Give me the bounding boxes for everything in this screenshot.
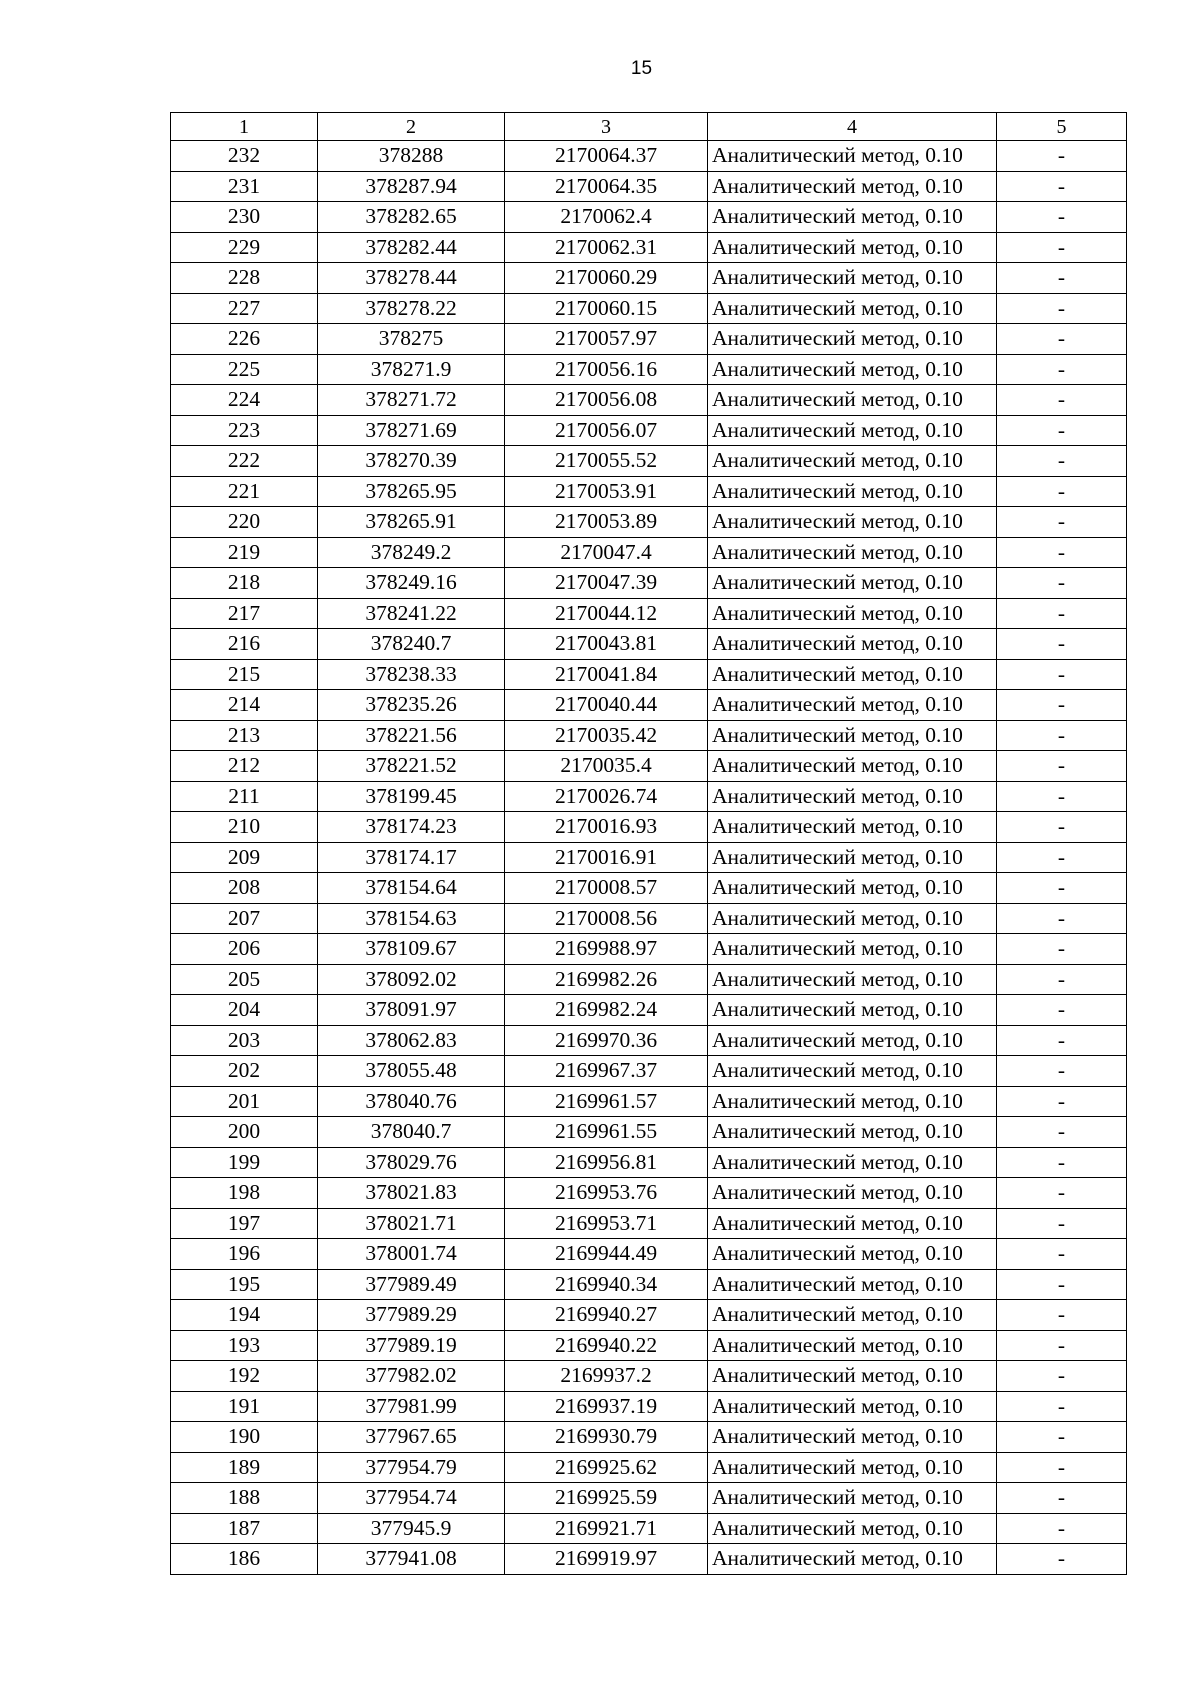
note-cell: -	[997, 324, 1127, 355]
table-row	[171, 568, 1127, 599]
point-number-cell: 231	[171, 171, 318, 202]
point-number-cell: 189	[171, 1452, 318, 1483]
y-coordinate-cell: 2169967.37	[505, 1056, 708, 1087]
point-number-cell: 194	[171, 1300, 318, 1331]
y-coordinate-cell: 2169930.79	[505, 1422, 708, 1453]
note-cell: -	[997, 1391, 1127, 1422]
table-row	[171, 1025, 1127, 1056]
table-row	[171, 751, 1127, 782]
x-coordinate-cell: 378249.2	[318, 537, 505, 568]
point-number-cell: 200	[171, 1117, 318, 1148]
point-number-cell: 195	[171, 1269, 318, 1300]
note-cell: -	[997, 720, 1127, 751]
y-coordinate-cell: 2170053.89	[505, 507, 708, 538]
column-header: 5	[997, 113, 1127, 141]
table-row	[171, 141, 1127, 172]
table-row	[171, 781, 1127, 812]
table-row	[171, 1330, 1127, 1361]
x-coordinate-cell: 378154.63	[318, 903, 505, 934]
table-row	[171, 1391, 1127, 1422]
note-cell: -	[997, 659, 1127, 690]
y-coordinate-cell: 2170041.84	[505, 659, 708, 690]
table-row	[171, 1208, 1127, 1239]
note-cell: -	[997, 1422, 1127, 1453]
method-cell: Аналитический метод, 0.10	[708, 1483, 997, 1514]
note-cell: -	[997, 1330, 1127, 1361]
y-coordinate-cell: 2169940.22	[505, 1330, 708, 1361]
method-cell: Аналитический метод, 0.10	[708, 690, 997, 721]
note-cell: -	[997, 1025, 1127, 1056]
table-row	[171, 1269, 1127, 1300]
y-coordinate-cell: 2170035.42	[505, 720, 708, 751]
method-cell: Аналитический метод, 0.10	[708, 1025, 997, 1056]
y-coordinate-cell: 2170056.07	[505, 415, 708, 446]
note-cell: -	[997, 812, 1127, 843]
y-coordinate-cell: 2169970.36	[505, 1025, 708, 1056]
y-coordinate-cell: 2170064.35	[505, 171, 708, 202]
note-cell: -	[997, 934, 1127, 965]
y-coordinate-cell: 2170056.08	[505, 385, 708, 416]
method-cell: Аналитический метод, 0.10	[708, 385, 997, 416]
x-coordinate-cell: 378275	[318, 324, 505, 355]
note-cell: -	[997, 1086, 1127, 1117]
x-coordinate-cell: 377989.29	[318, 1300, 505, 1331]
x-coordinate-cell: 378021.71	[318, 1208, 505, 1239]
x-coordinate-cell: 377941.08	[318, 1544, 505, 1575]
x-coordinate-cell: 378109.67	[318, 934, 505, 965]
table-row	[171, 1178, 1127, 1209]
x-coordinate-cell: 378249.16	[318, 568, 505, 599]
point-number-cell: 209	[171, 842, 318, 873]
y-coordinate-cell: 2170035.4	[505, 751, 708, 782]
point-number-cell: 220	[171, 507, 318, 538]
note-cell: -	[997, 598, 1127, 629]
table-row	[171, 964, 1127, 995]
note-cell: -	[997, 415, 1127, 446]
x-coordinate-cell: 378288	[318, 141, 505, 172]
y-coordinate-cell: 2169940.34	[505, 1269, 708, 1300]
method-cell: Аналитический метод, 0.10	[708, 324, 997, 355]
note-cell: -	[997, 781, 1127, 812]
point-number-cell: 190	[171, 1422, 318, 1453]
table-row	[171, 1147, 1127, 1178]
note-cell: -	[997, 842, 1127, 873]
note-cell: -	[997, 141, 1127, 172]
x-coordinate-cell: 378238.33	[318, 659, 505, 690]
point-number-cell: 215	[171, 659, 318, 690]
x-coordinate-cell: 378055.48	[318, 1056, 505, 1087]
y-coordinate-cell: 2169921.71	[505, 1513, 708, 1544]
x-coordinate-cell: 378092.02	[318, 964, 505, 995]
table-row	[171, 934, 1127, 965]
table-row	[171, 1483, 1127, 1514]
table-row	[171, 812, 1127, 843]
method-cell: Аналитический метод, 0.10	[708, 812, 997, 843]
note-cell: -	[997, 1361, 1127, 1392]
point-number-cell: 211	[171, 781, 318, 812]
point-number-cell: 192	[171, 1361, 318, 1392]
point-number-cell: 198	[171, 1178, 318, 1209]
point-number-cell: 197	[171, 1208, 318, 1239]
note-cell: -	[997, 751, 1127, 782]
point-number-cell: 202	[171, 1056, 318, 1087]
x-coordinate-cell: 377954.74	[318, 1483, 505, 1514]
table-row	[171, 720, 1127, 751]
method-cell: Аналитический метод, 0.10	[708, 964, 997, 995]
point-number-cell: 225	[171, 354, 318, 385]
table-row	[171, 659, 1127, 690]
x-coordinate-cell: 378235.26	[318, 690, 505, 721]
note-cell: -	[997, 1544, 1127, 1575]
method-cell: Аналитический метод, 0.10	[708, 476, 997, 507]
method-cell: Аналитический метод, 0.10	[708, 171, 997, 202]
note-cell: -	[997, 1513, 1127, 1544]
point-number-cell: 229	[171, 232, 318, 263]
point-number-cell: 218	[171, 568, 318, 599]
x-coordinate-cell: 378241.22	[318, 598, 505, 629]
x-coordinate-cell: 378062.83	[318, 1025, 505, 1056]
method-cell: Аналитический метод, 0.10	[708, 446, 997, 477]
y-coordinate-cell: 2170008.57	[505, 873, 708, 904]
x-coordinate-cell: 378029.76	[318, 1147, 505, 1178]
table-row	[171, 873, 1127, 904]
table-row	[171, 293, 1127, 324]
method-cell: Аналитический метод, 0.10	[708, 1300, 997, 1331]
point-number-cell: 206	[171, 934, 318, 965]
table-row	[171, 354, 1127, 385]
y-coordinate-cell: 2170062.4	[505, 202, 708, 233]
point-number-cell: 199	[171, 1147, 318, 1178]
point-number-cell: 208	[171, 873, 318, 904]
note-cell: -	[997, 293, 1127, 324]
method-cell: Аналитический метод, 0.10	[708, 873, 997, 904]
x-coordinate-cell: 378271.72	[318, 385, 505, 416]
y-coordinate-cell: 2170053.91	[505, 476, 708, 507]
x-coordinate-cell: 378040.7	[318, 1117, 505, 1148]
y-coordinate-cell: 2169937.2	[505, 1361, 708, 1392]
x-coordinate-cell: 378001.74	[318, 1239, 505, 1270]
method-cell: Аналитический метод, 0.10	[708, 202, 997, 233]
x-coordinate-cell: 378040.76	[318, 1086, 505, 1117]
table-row	[171, 1452, 1127, 1483]
note-cell: -	[997, 1117, 1127, 1148]
method-cell: Аналитический метод, 0.10	[708, 1452, 997, 1483]
column-header: 1	[171, 113, 318, 141]
x-coordinate-cell: 378278.44	[318, 263, 505, 294]
method-cell: Аналитический метод, 0.10	[708, 537, 997, 568]
note-cell: -	[997, 568, 1127, 599]
table-row	[171, 446, 1127, 477]
y-coordinate-cell: 2170056.16	[505, 354, 708, 385]
table-row	[171, 1513, 1127, 1544]
table-row	[171, 385, 1127, 416]
y-coordinate-cell: 2169961.57	[505, 1086, 708, 1117]
y-coordinate-cell: 2169944.49	[505, 1239, 708, 1270]
note-cell: -	[997, 476, 1127, 507]
y-coordinate-cell: 2169988.97	[505, 934, 708, 965]
y-coordinate-cell: 2170047.4	[505, 537, 708, 568]
point-number-cell: 187	[171, 1513, 318, 1544]
note-cell: -	[997, 507, 1127, 538]
table-row	[171, 1544, 1127, 1575]
note-cell: -	[997, 1269, 1127, 1300]
note-cell: -	[997, 171, 1127, 202]
point-number-cell: 222	[171, 446, 318, 477]
method-cell: Аналитический метод, 0.10	[708, 415, 997, 446]
note-cell: -	[997, 1483, 1127, 1514]
method-cell: Аналитический метод, 0.10	[708, 141, 997, 172]
method-cell: Аналитический метод, 0.10	[708, 842, 997, 873]
method-cell: Аналитический метод, 0.10	[708, 1117, 997, 1148]
y-coordinate-cell: 2170060.15	[505, 293, 708, 324]
method-cell: Аналитический метод, 0.10	[708, 1422, 997, 1453]
x-coordinate-cell: 378271.9	[318, 354, 505, 385]
point-number-cell: 188	[171, 1483, 318, 1514]
method-cell: Аналитический метод, 0.10	[708, 1361, 997, 1392]
note-cell: -	[997, 354, 1127, 385]
point-number-cell: 228	[171, 263, 318, 294]
x-coordinate-cell: 378091.97	[318, 995, 505, 1026]
y-coordinate-cell: 2169982.24	[505, 995, 708, 1026]
table-row	[171, 415, 1127, 446]
y-coordinate-cell: 2170057.97	[505, 324, 708, 355]
method-cell: Аналитический метод, 0.10	[708, 720, 997, 751]
method-cell: Аналитический метод, 0.10	[708, 903, 997, 934]
point-number-cell: 216	[171, 629, 318, 660]
method-cell: Аналитический метод, 0.10	[708, 232, 997, 263]
point-number-cell: 196	[171, 1239, 318, 1270]
column-header: 3	[505, 113, 708, 141]
table-row	[171, 995, 1127, 1026]
point-number-cell: 217	[171, 598, 318, 629]
note-cell: -	[997, 232, 1127, 263]
method-cell: Аналитический метод, 0.10	[708, 934, 997, 965]
table-row	[171, 324, 1127, 355]
x-coordinate-cell: 378265.95	[318, 476, 505, 507]
table-row	[171, 1300, 1127, 1331]
note-cell: -	[997, 446, 1127, 477]
note-cell: -	[997, 1208, 1127, 1239]
point-number-cell: 226	[171, 324, 318, 355]
note-cell: -	[997, 690, 1127, 721]
x-coordinate-cell: 377967.65	[318, 1422, 505, 1453]
table-header-row	[171, 113, 1127, 141]
table-row	[171, 1361, 1127, 1392]
x-coordinate-cell: 378154.64	[318, 873, 505, 904]
point-number-cell: 223	[171, 415, 318, 446]
table-row	[171, 1422, 1127, 1453]
y-coordinate-cell: 2170040.44	[505, 690, 708, 721]
note-cell: -	[997, 1147, 1127, 1178]
method-cell: Аналитический метод, 0.10	[708, 1208, 997, 1239]
table-row	[171, 1086, 1127, 1117]
method-cell: Аналитический метод, 0.10	[708, 1544, 997, 1575]
method-cell: Аналитический метод, 0.10	[708, 1086, 997, 1117]
y-coordinate-cell: 2170008.56	[505, 903, 708, 934]
method-cell: Аналитический метод, 0.10	[708, 629, 997, 660]
method-cell: Аналитический метод, 0.10	[708, 1513, 997, 1544]
y-coordinate-cell: 2169919.97	[505, 1544, 708, 1575]
point-number-cell: 224	[171, 385, 318, 416]
method-cell: Аналитический метод, 0.10	[708, 1391, 997, 1422]
y-coordinate-cell: 2169953.76	[505, 1178, 708, 1209]
page-number: 15	[630, 58, 653, 79]
table-row	[171, 629, 1127, 660]
table-row	[171, 903, 1127, 934]
point-number-cell: 219	[171, 537, 318, 568]
method-cell: Аналитический метод, 0.10	[708, 659, 997, 690]
table-row	[171, 232, 1127, 263]
point-number-cell: 213	[171, 720, 318, 751]
y-coordinate-cell: 2170064.37	[505, 141, 708, 172]
y-coordinate-cell: 2170060.29	[505, 263, 708, 294]
y-coordinate-cell: 2169925.59	[505, 1483, 708, 1514]
x-coordinate-cell: 377982.02	[318, 1361, 505, 1392]
note-cell: -	[997, 263, 1127, 294]
y-coordinate-cell: 2170026.74	[505, 781, 708, 812]
method-cell: Аналитический метод, 0.10	[708, 598, 997, 629]
method-cell: Аналитический метод, 0.10	[708, 1056, 997, 1087]
x-coordinate-cell: 378282.44	[318, 232, 505, 263]
point-number-cell: 191	[171, 1391, 318, 1422]
x-coordinate-cell: 378221.52	[318, 751, 505, 782]
table-row	[171, 476, 1127, 507]
point-number-cell: 204	[171, 995, 318, 1026]
note-cell: -	[997, 903, 1127, 934]
table-row	[171, 690, 1127, 721]
note-cell: -	[997, 202, 1127, 233]
point-number-cell: 205	[171, 964, 318, 995]
note-cell: -	[997, 629, 1127, 660]
table-row	[171, 842, 1127, 873]
y-coordinate-cell: 2170016.91	[505, 842, 708, 873]
point-number-cell: 232	[171, 141, 318, 172]
method-cell: Аналитический метод, 0.10	[708, 1269, 997, 1300]
method-cell: Аналитический метод, 0.10	[708, 507, 997, 538]
x-coordinate-cell: 377981.99	[318, 1391, 505, 1422]
y-coordinate-cell: 2170062.31	[505, 232, 708, 263]
table-row	[171, 202, 1127, 233]
y-coordinate-cell: 2169956.81	[505, 1147, 708, 1178]
note-cell: -	[997, 1056, 1127, 1087]
column-header: 2	[318, 113, 505, 141]
table-row	[171, 171, 1127, 202]
y-coordinate-cell: 2169925.62	[505, 1452, 708, 1483]
x-coordinate-cell: 378287.94	[318, 171, 505, 202]
coordinates-table	[170, 112, 1127, 1575]
x-coordinate-cell: 378221.56	[318, 720, 505, 751]
y-coordinate-cell: 2169982.26	[505, 964, 708, 995]
y-coordinate-cell: 2169961.55	[505, 1117, 708, 1148]
note-cell: -	[997, 995, 1127, 1026]
table-body	[171, 113, 1127, 1575]
method-cell: Аналитический метод, 0.10	[708, 1239, 997, 1270]
x-coordinate-cell: 378021.83	[318, 1178, 505, 1209]
method-cell: Аналитический метод, 0.10	[708, 263, 997, 294]
table-row	[171, 1239, 1127, 1270]
y-coordinate-cell: 2170016.93	[505, 812, 708, 843]
point-number-cell: 221	[171, 476, 318, 507]
method-cell: Аналитический метод, 0.10	[708, 1147, 997, 1178]
x-coordinate-cell: 378174.23	[318, 812, 505, 843]
y-coordinate-cell: 2170055.52	[505, 446, 708, 477]
x-coordinate-cell: 377945.9	[318, 1513, 505, 1544]
method-cell: Аналитический метод, 0.10	[708, 1178, 997, 1209]
column-header: 4	[708, 113, 997, 141]
method-cell: Аналитический метод, 0.10	[708, 781, 997, 812]
x-coordinate-cell: 378240.7	[318, 629, 505, 660]
note-cell: -	[997, 873, 1127, 904]
method-cell: Аналитический метод, 0.10	[708, 568, 997, 599]
table-row	[171, 1117, 1127, 1148]
method-cell: Аналитический метод, 0.10	[708, 354, 997, 385]
point-number-cell: 203	[171, 1025, 318, 1056]
x-coordinate-cell: 377989.49	[318, 1269, 505, 1300]
y-coordinate-cell: 2169940.27	[505, 1300, 708, 1331]
note-cell: -	[997, 537, 1127, 568]
x-coordinate-cell: 377989.19	[318, 1330, 505, 1361]
method-cell: Аналитический метод, 0.10	[708, 293, 997, 324]
method-cell: Аналитический метод, 0.10	[708, 995, 997, 1026]
method-cell: Аналитический метод, 0.10	[708, 751, 997, 782]
note-cell: -	[997, 1452, 1127, 1483]
y-coordinate-cell: 2170043.81	[505, 629, 708, 660]
point-number-cell: 212	[171, 751, 318, 782]
table-row	[171, 537, 1127, 568]
point-number-cell: 193	[171, 1330, 318, 1361]
x-coordinate-cell: 378174.17	[318, 842, 505, 873]
y-coordinate-cell: 2169937.19	[505, 1391, 708, 1422]
point-number-cell: 207	[171, 903, 318, 934]
y-coordinate-cell: 2169953.71	[505, 1208, 708, 1239]
note-cell: -	[997, 1178, 1127, 1209]
x-coordinate-cell: 378278.22	[318, 293, 505, 324]
note-cell: -	[997, 1239, 1127, 1270]
x-coordinate-cell: 378199.45	[318, 781, 505, 812]
x-coordinate-cell: 378270.39	[318, 446, 505, 477]
y-coordinate-cell: 2170044.12	[505, 598, 708, 629]
point-number-cell: 186	[171, 1544, 318, 1575]
table-row	[171, 598, 1127, 629]
table-row	[171, 1056, 1127, 1087]
table-row	[171, 507, 1127, 538]
point-number-cell: 201	[171, 1086, 318, 1117]
x-coordinate-cell: 378265.91	[318, 507, 505, 538]
point-number-cell: 214	[171, 690, 318, 721]
x-coordinate-cell: 377954.79	[318, 1452, 505, 1483]
method-cell: Аналитический метод, 0.10	[708, 1330, 997, 1361]
note-cell: -	[997, 964, 1127, 995]
note-cell: -	[997, 1300, 1127, 1331]
point-number-cell: 210	[171, 812, 318, 843]
point-number-cell: 227	[171, 293, 318, 324]
point-number-cell: 230	[171, 202, 318, 233]
table-row	[171, 263, 1127, 294]
x-coordinate-cell: 378282.65	[318, 202, 505, 233]
note-cell: -	[997, 385, 1127, 416]
y-coordinate-cell: 2170047.39	[505, 568, 708, 599]
x-coordinate-cell: 378271.69	[318, 415, 505, 446]
